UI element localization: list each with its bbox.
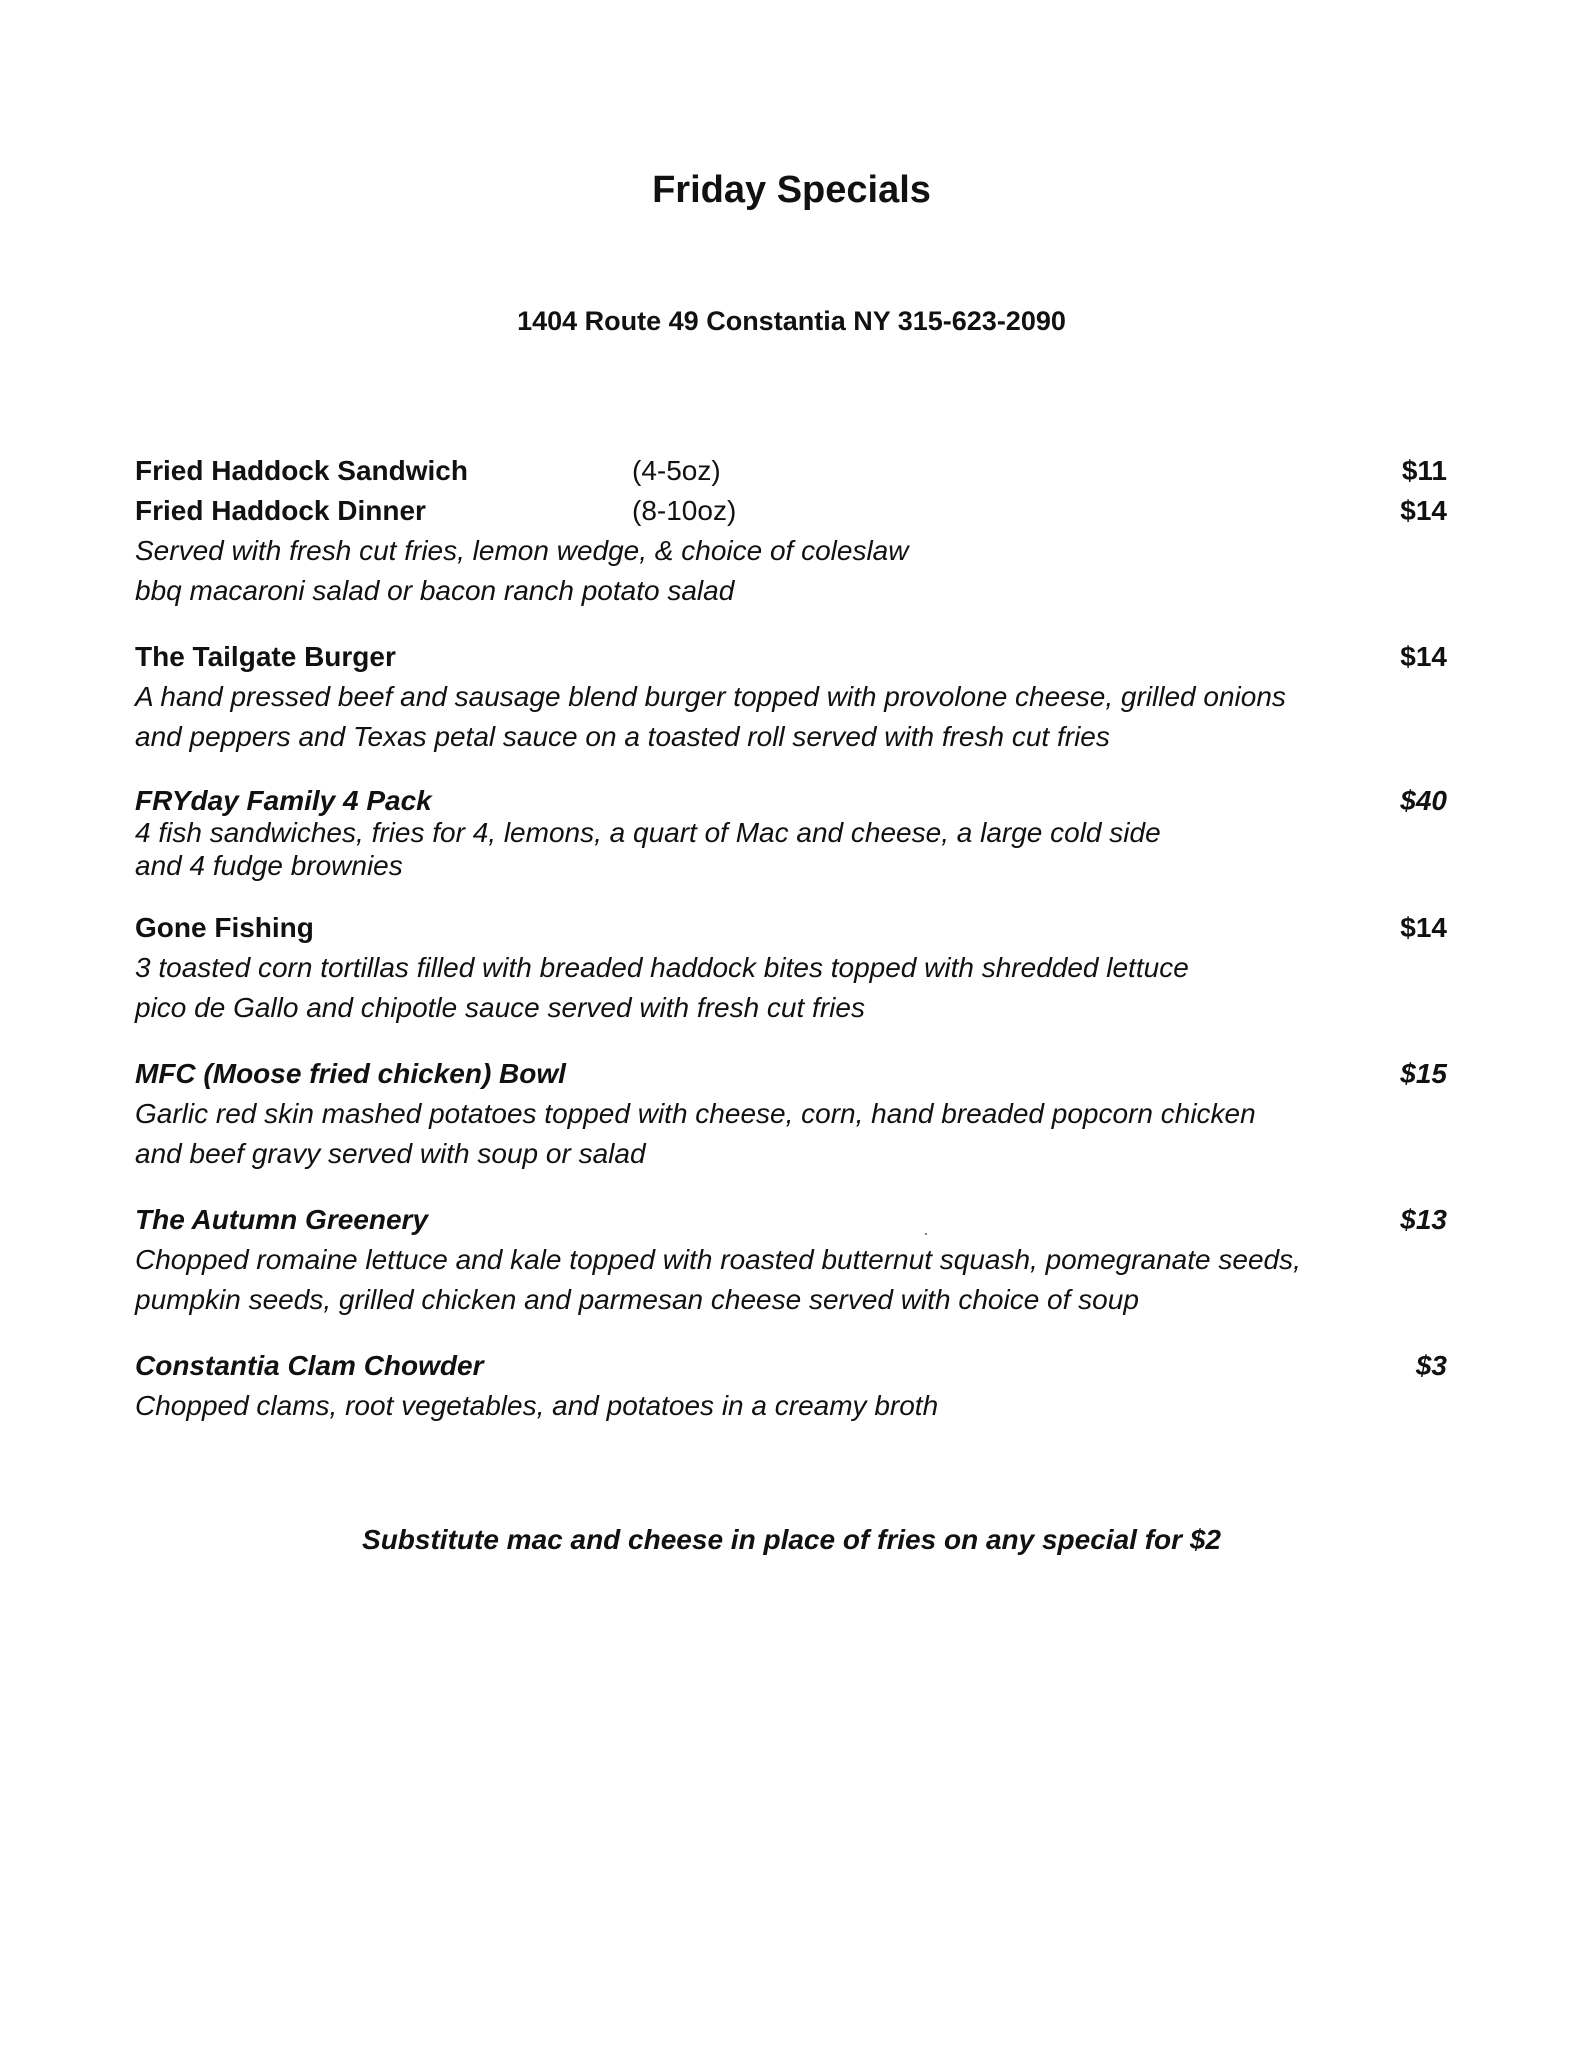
- item-name: Fried Haddock Sandwich: [135, 455, 468, 486]
- item-description: Chopped romaine lettuce and kale topped with roasted butternut squash, pomegranate seeds,: [135, 1244, 1301, 1275]
- menu-item-row: [135, 783, 1447, 816]
- item-price: $3: [1415, 1350, 1447, 1381]
- item-description: A hand pressed beef and sausage blend burger topped with provolone cheese, grilled onions: [135, 681, 1286, 712]
- item-price: $13: [1400, 1204, 1447, 1235]
- item-description: and peppers and Texas petal sauce on a toasted roll served with fresh cut fries: [135, 721, 1110, 752]
- item-description: Served with fresh cut fries, lemon wedge, & choice of coleslaw: [135, 535, 909, 566]
- page-title: Friday Specials: [652, 169, 931, 211]
- item-price: $14: [1400, 912, 1447, 943]
- menu-item-row: [135, 1054, 1447, 1094]
- menu-item-autumn-greenery: [135, 1200, 1447, 1320]
- item-name: The Autumn Greenery: [135, 1204, 429, 1235]
- menu-item-clam-chowder: [135, 1346, 1447, 1426]
- menu-item-row: [135, 1200, 1447, 1240]
- item-price: $14: [1400, 495, 1447, 526]
- item-name: Gone Fishing: [135, 912, 314, 943]
- item-name: Constantia Clam Chowder: [135, 1350, 484, 1381]
- item-price: $15: [1400, 1058, 1447, 1089]
- item-description: pico de Gallo and chipotle sauce served with fresh cut fries: [135, 992, 865, 1023]
- item-price: $11: [1401, 455, 1447, 486]
- menu-item-haddock: [135, 451, 1447, 611]
- item-portion: (8-10oz): [632, 495, 737, 526]
- menu-item-row: [135, 451, 1447, 491]
- item-description: 4 fish sandwiches, fries for 4, lemons, a quart of Mac and cheese, a large cold side: [135, 817, 1161, 848]
- menu-item-mfc-bowl: [135, 1054, 1447, 1174]
- menu-item-row: [135, 1346, 1447, 1386]
- item-description: Garlic red skin mashed potatoes topped with cheese, corn, hand breaded popcorn chicken: [135, 1098, 1256, 1129]
- item-description: 3 toasted corn tortillas filled with breaded haddock bites topped with shredded lettuce: [135, 952, 1189, 983]
- specials-list: [135, 451, 1447, 1452]
- menu-item-row: [135, 637, 1447, 677]
- menu-item-fryday-family-pack: [135, 783, 1447, 882]
- item-description: bbq macaroni salad or bacon ranch potato salad: [135, 575, 735, 606]
- item-description: pumpkin seeds, grilled chicken and parmesan cheese served with choice of soup: [135, 1284, 1139, 1315]
- menu-item-row: [135, 908, 1447, 948]
- item-name: MFC (Moose fried chicken) Bowl: [135, 1058, 566, 1089]
- item-price: $40: [1400, 785, 1447, 816]
- item-description: and beef gravy served with soup or salad: [135, 1138, 646, 1169]
- item-portion: (4-5oz): [632, 455, 721, 486]
- item-name: FRYday Family 4 Pack: [135, 785, 432, 816]
- menu-item-tailgate-burger: [135, 637, 1447, 757]
- substitution-note: Substitute mac and cheese in place of fries on any special for $2: [362, 1524, 1221, 1555]
- restaurant-address: 1404 Route 49 Constantia NY 315-623-2090: [517, 306, 1066, 336]
- menu-item-row: [135, 491, 1447, 531]
- item-description: Chopped clams, root vegetables, and potatoes in a creamy broth: [135, 1390, 939, 1421]
- menu-item-gone-fishing: [135, 908, 1447, 1028]
- stray-mark: [925, 1233, 927, 1235]
- item-description: and 4 fudge brownies: [135, 850, 403, 881]
- item-name: Fried Haddock Dinner: [135, 495, 426, 526]
- item-price: $14: [1400, 641, 1447, 672]
- item-name: The Tailgate Burger: [135, 641, 396, 672]
